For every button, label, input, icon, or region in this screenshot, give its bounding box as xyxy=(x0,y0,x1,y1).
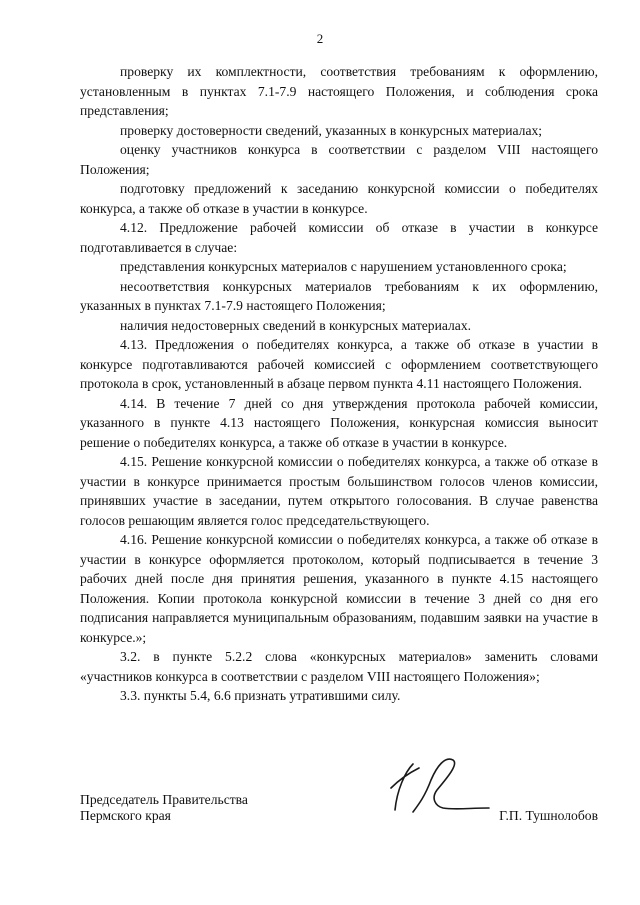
signatory-title xyxy=(80,792,248,824)
paragraph: наличия недостоверных сведений в конкурсных материалах. xyxy=(120,317,472,333)
paragraph: 4.12. Предложение рабочей комиссии об отказе в участии в конкурсе подготавливается в случае: xyxy=(80,220,598,255)
paragraph: 3.2. в пункте 5.2.2 слова «конкурсных материалов» заменить словами «участников конкурса в соответствии с разделом VIII настоящего Положения»; xyxy=(80,649,598,684)
paragraph: 4.13. Предложения о победителях конкурса, а также об отказе в участии в конкурсе подготавливаются рабочей комиссией с оформлением соответствующего протокола в срок, установленный в абзаце первом пункта 4.11 настоящего Положения. xyxy=(80,337,598,391)
paragraph: 4.15. Решение конкурсной комиссии о победителях конкурса, а также об отказе в участии в конкурсе принимается простым большинством голосов членов комиссии, принявших участие в заседании, путем открытого голосования. В случае равенства голосов решающим является голос председательствующего. xyxy=(80,454,598,528)
signatory-name: Г.П. Тушнолобов xyxy=(499,808,598,823)
paragraph: оценку участников конкурса в соответствии с разделом VIII настоящего Положения; xyxy=(80,142,598,177)
paragraph: подготовку предложений к заседанию конкурсной комиссии о победителях конкурса, а также об отказе в участии в конкурсе. xyxy=(80,181,598,216)
paragraph: проверку достоверности сведений, указанных в конкурсных материалах; xyxy=(120,122,543,138)
paragraph: представления конкурсных материалов с нарушением установленного срока; xyxy=(120,259,567,274)
paragraph: проверку их комплектности, соответствия требованиям к оформлению, установленным в пунктах 7.1-7.9 настоящего Положения, и соблюдения срока представления; xyxy=(80,64,598,118)
paragraph: 4.16. Решение конкурсной комиссии о победителях конкурса, а также об отказе в участии в конкурсе оформляется протоколом, который подписывается в течение 3 рабочих дней после дня принятия решения, указанного в пункте 4.15 настоящего Положения. Копии протокола конкурсной комиссии в течение 3 дней со дня его подписания направляется муниципальным образованиям, подавшим заявки на участие в конкурсе.»; xyxy=(80,532,598,645)
paragraph: несоответствия конкурсных материалов требованиям к их оформлению, указанных в пунктах 7.1-7.9 настоящего Положения; xyxy=(80,278,598,313)
page-number: 2 xyxy=(316,31,324,46)
signature-block xyxy=(80,788,598,828)
paragraph: 4.14. В течение 7 дней со дня утверждения протокола рабочей комиссии, указанного в пункте 4.13 настоящего Положения, конкурсная комиссия выносит решение о победителях конкурса, а также об отказе в участии в конкурсе. xyxy=(80,395,598,450)
signatory-title-line: Председатель Правительства xyxy=(80,792,248,807)
paragraph: 3.3. пункты 5.4, 6.6 признать утратившими силу. xyxy=(120,688,401,703)
handwritten-signature xyxy=(385,750,495,820)
signatory-title-line: Пермского края xyxy=(80,808,171,823)
document-body xyxy=(80,62,598,706)
